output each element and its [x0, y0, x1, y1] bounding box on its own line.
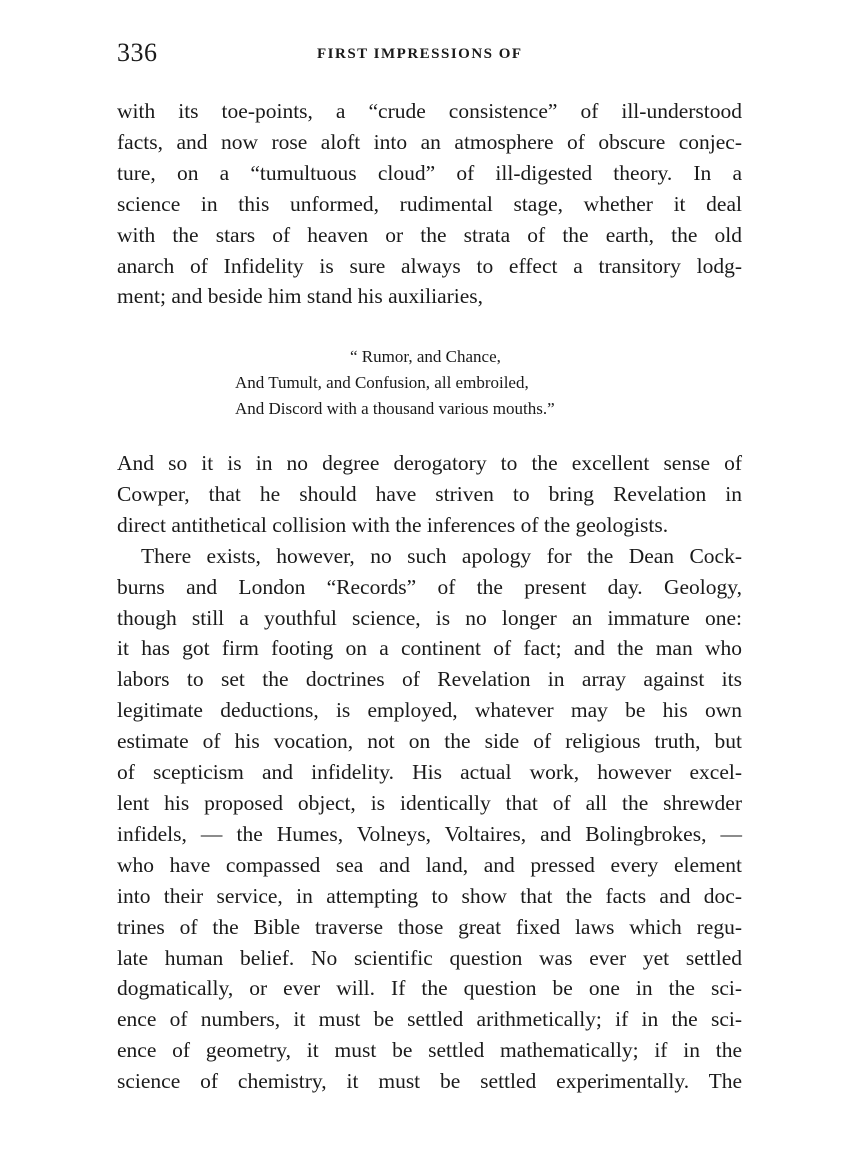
text-line: into their service, in attempting to show that the facts and doc- [117, 883, 742, 908]
text-line: it has got firm footing on a continent of fact; and the man who [117, 636, 742, 661]
text-line: late human belief. No scientific question was ever yet settled [117, 945, 742, 970]
text-line: though still a youthful science, is no longer an immature one: [117, 605, 742, 630]
text-line: anarch of Infidelity is sure always to effect a transitory lodg- [117, 253, 742, 278]
text-line: estimate of his vocation, not on the side of religious truth, but [117, 729, 742, 754]
text-line: with its toe-points, a “crude consistence” of ill-understood [117, 99, 742, 123]
text-line: burns and London “Records” of the present day. Geology, [117, 574, 742, 599]
text-line: ence of numbers, it must be settled arithmetically; if in the sci- [117, 1007, 742, 1032]
verse-quotation [235, 344, 655, 422]
text-line: And so it is in no degree derogatory to the excellent sense of [117, 451, 742, 475]
text-line: direct antithetical collision with the inferences of the geologists. [117, 512, 669, 537]
text-line: labors to set the doctrines of Revelation in array against its [117, 667, 742, 692]
text-line: infidels, — the Humes, Volneys, Voltaires, and Bolingbrokes, — [117, 821, 742, 846]
text-line: There exists, however, no such apology for the Dean Cock- [141, 543, 742, 568]
quote-line: And Tumult, and Confusion, all embroiled, [235, 373, 529, 392]
page-number: 336 [117, 38, 158, 67]
text-line: who have compassed sea and land, and pressed every element [117, 852, 742, 877]
paragraph-2-and-3 [117, 448, 742, 1097]
text-line: with the stars of heaven or the strata of the earth, the old [117, 222, 742, 247]
text-line: of scepticism and infidelity. His actual work, however excel- [117, 760, 742, 785]
text-line: facts, and now rose aloft into an atmosphere of obscure conjec- [117, 129, 742, 154]
text-line: lent his proposed object, is identically that of all the shrewder [117, 790, 742, 815]
page-header [117, 38, 742, 74]
text-line: ture, on a “tumultuous cloud” of ill-digested theory. In a [117, 160, 742, 185]
text-line: trines of the Bible traverse those great fixed laws which regu- [117, 914, 742, 939]
paragraph-1 [117, 96, 742, 312]
text-line: dogmatically, or ever will. If the question be one in the sci- [117, 976, 742, 1001]
text-line: Cowper, that he should have striven to bring Revelation in [117, 481, 742, 506]
text-line: legitimate deductions, is employed, whatever may be his own [117, 698, 742, 723]
text-line: science of chemistry, it must be settled experimentally. The [117, 1069, 742, 1094]
text-line: ence of geometry, it must be settled mathematically; if in the [117, 1038, 742, 1063]
text-line: science in this unformed, rudimental stage, whether it deal [117, 191, 742, 216]
quote-line: “ Rumor, and Chance, [350, 347, 501, 366]
quote-line: And Discord with a thousand various mouths.” [235, 399, 555, 418]
running-title: FIRST IMPRESSIONS OF [317, 46, 523, 62]
text-line: ment; and beside him stand his auxiliaries, [117, 284, 484, 309]
